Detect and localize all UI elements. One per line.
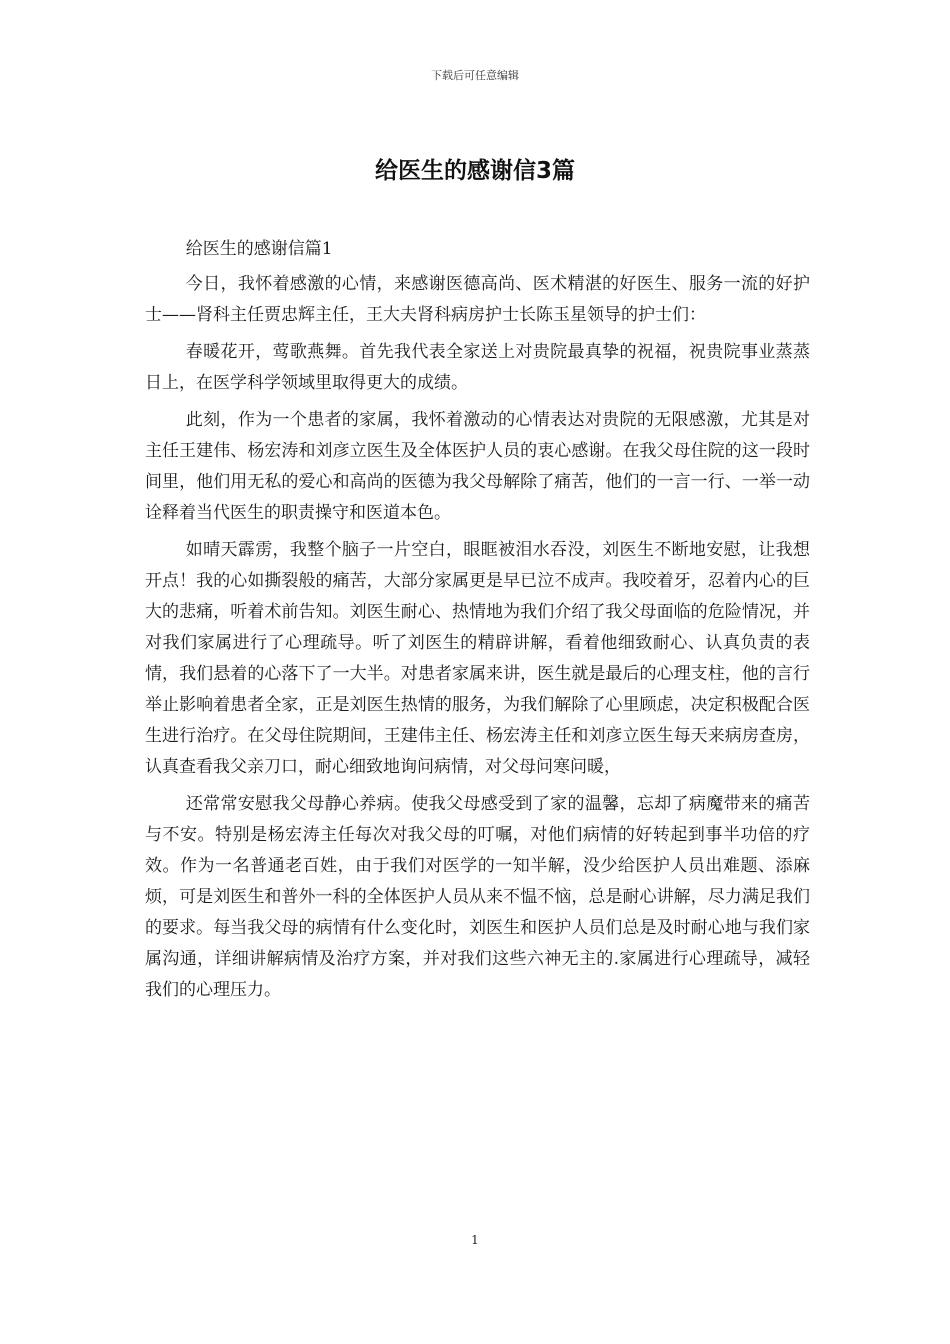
- header-note: 下载后可任意编辑: [431, 69, 519, 82]
- page-number: 1: [471, 1233, 479, 1247]
- paragraph: 今日，我怀着感激的心情，来感谢医德高尚、医术精湛的好医生、服务一流的好护士——肾科主任贾忠辉主任，王大夫肾科病房护士长陈玉星领导的护士们：: [145, 274, 810, 325]
- document-body: [145, 234, 810, 1012]
- paragraph: 此刻，作为一个患者的家属，我怀着激动的心情表达对贵院的无限感激，尤其是对主任王建伟、杨宏涛和刘彦立医生及全体医护人员的衷心感谢。在我父母住院的这一段时间里，他们用无私的爱心和高尚的医德为我父母解除了痛苦，他们的一言一行、一举一动诠释着当代医生的职责操守和医道本色。: [145, 410, 810, 523]
- paragraph: 还常常安慰我父母静心养病。使我父母感受到了家的温馨，忘却了病魔带来的痛苦与不安。特别是杨宏涛主任每次对我父母的叮嘱，对他们病情的好转起到事半功倍的疗效。作为一名普通老百姓，由于我们对医学的一知半解，没少给医护人员出难题、添麻烦，可是刘医生和普外一科的全体医护人员从来不愠不恼，总是耐心讲解，尽力满足我们的要求。每当我父母的病情有什么变化时，刘医生和医护人员们总是及时耐心地与我们家属沟通，详细讲解病情及治疗方案，并对我们这些六神无主的.家属进行心理疏导，减轻我们的心理压力。: [145, 794, 810, 1000]
- paragraph: 春暖花开，莺歌燕舞。首先我代表全家送上对贵院最真挚的祝福，祝贵院事业蒸蒸日上，在医学科学领域里取得更大的成绩。: [145, 342, 810, 393]
- paragraph: 如晴天霹雳，我整个脑子一片空白，眼眶被泪水吞没，刘医生不断地安慰，让我想开点！我的心如撕裂般的痛苦，大部分家属更是早已泣不成声。我咬着牙，忍着内心的巨大的悲痛，听着术前告知。刘医生耐心、热情地为我们介绍了我父母面临的危险情况，并对我们家属进行了心理疏导。听了刘医生的精辟讲解，看着他细致耐心、认真负责的表情，我们悬着的心落下了一大半。对患者家属来讲，医生就是最后的心理支柱，他的言行举止影响着患者全家，正是刘医生热情的服务，为我们解除了心里顾虑，决定积极配合医生进行治疗。在父母住院期间，王建伟主任、杨宏涛主任和刘彦立医生每天来病房查房，认真查看我父亲刀口，耐心细致地询问病情，对父母问寒问暖，: [145, 540, 810, 777]
- document-title: 给医生的感谢信3篇: [374, 158, 575, 184]
- section-heading: 给医生的感谢信篇1: [185, 239, 333, 259]
